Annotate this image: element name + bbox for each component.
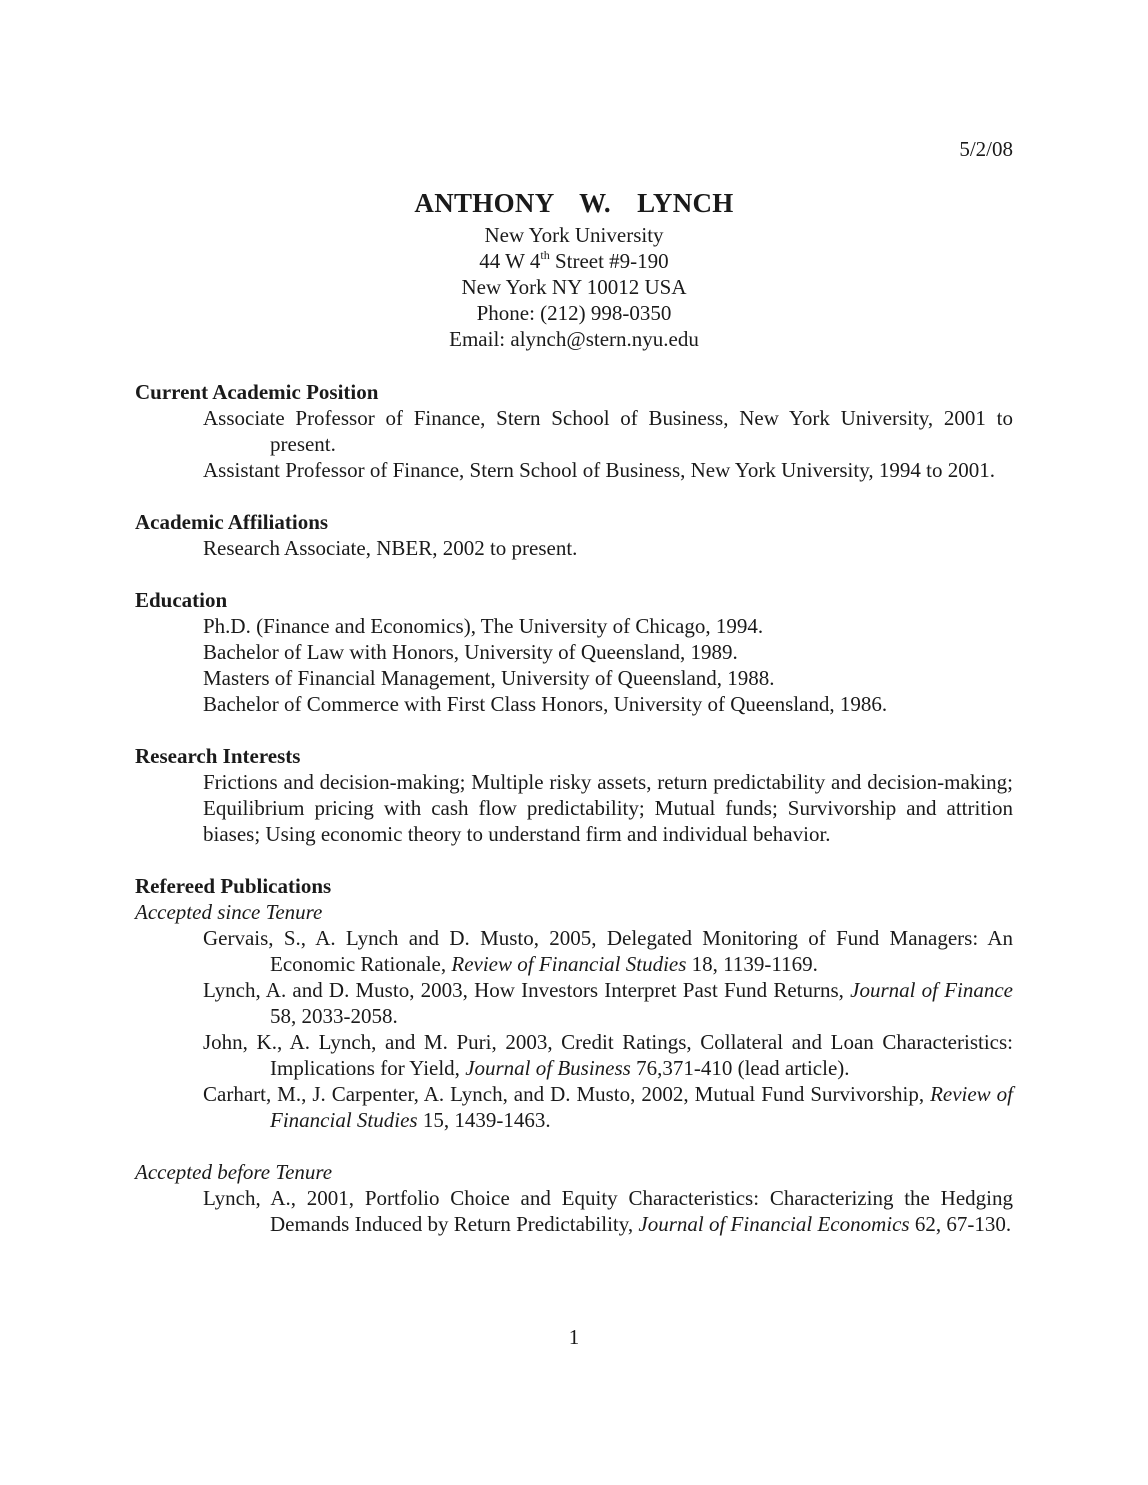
publication-volume: 18, 1139-1169.: [686, 952, 818, 976]
publication-entry: [203, 1029, 1013, 1081]
email-line: Email: alynch@stern.nyu.edu: [449, 327, 699, 351]
section-title: Academic Affiliations: [135, 510, 329, 534]
address-street: Street #9-190: [549, 249, 669, 273]
section-title: Current Academic Position: [135, 380, 379, 404]
education-entry: Bachelor of Commerce with First Class Honors, University of Queensland, 1986.: [203, 692, 888, 716]
journal-title: Review of Financial Studies: [451, 952, 687, 976]
page-number: 1: [568, 1325, 580, 1349]
journal-title: Journal of Business: [465, 1056, 631, 1080]
section-education: [135, 587, 1013, 717]
cv-body: [135, 379, 1013, 1237]
publication-volume: 62, 67-130.: [909, 1212, 1012, 1236]
document-date: 5/2/08: [959, 137, 1013, 161]
publication-citation: Lynch, A. and D. Musto, 2003, How Investors Interpret Past Fund Returns,: [203, 978, 851, 1002]
journal-title: Journal of Finance: [850, 978, 1013, 1002]
street-address: [0, 248, 1148, 274]
section-current-position: [135, 379, 1013, 483]
publication-citation: Carhart, M., J. Carpenter, A. Lynch, and D. Musto, 2002, Mutual Fund Survivorship,: [203, 1082, 931, 1106]
journal-title: Journal of Financial Economics: [638, 1212, 910, 1236]
education-entry: Masters of Financial Management, University of Queensland, 1988.: [203, 666, 775, 690]
person-name: ANTHONY W. LYNCH: [414, 188, 734, 218]
subsection-title: Accepted since Tenure: [135, 900, 323, 924]
publication-volume: 58, 2033-2058.: [270, 1004, 398, 1028]
research-interests-text: Frictions and decision-making; Multiple risky assets, return predictability and decision-making; Equilibrium pricing with cash flow predictability; Mutual funds; Survivorship and attrition biases; Using economic theory to understand firm and individual behavior.: [203, 770, 1013, 846]
institution: New York University: [484, 223, 664, 247]
publication-entry: [203, 1081, 1013, 1133]
publication-volume: 76,371-410 (lead article).: [630, 1056, 850, 1080]
ordinal-suffix: th: [540, 248, 550, 262]
publication-citation: Gervais, S., A. Lynch and D. Musto, 2005, Delegated Monitoring of Fund Managers: An Economic Rationale,: [203, 926, 1013, 976]
position-entry: Associate Professor of Finance, Stern School of Business, New York University, 2001 to present.: [203, 406, 1013, 456]
section-publications: [135, 873, 1013, 1237]
section-title: Education: [135, 588, 228, 612]
position-entry: Assistant Professor of Finance, Stern School of Business, New York University, 1994 to 2001.: [203, 458, 995, 482]
section-title: Refereed Publications: [135, 874, 332, 898]
subsection-title: Accepted before Tenure: [135, 1160, 333, 1184]
affiliation-entry: Research Associate, NBER, 2002 to present.: [203, 536, 578, 560]
education-entry: Bachelor of Law with Honors, University of Queensland, 1989.: [203, 640, 738, 664]
publication-citation: Lynch, A., 2001, Portfolio Choice and Equity Characteristics: Characterizing the Hedging Demands Induced by Return Predictability,: [203, 1186, 1013, 1236]
publication-citation: John, K., A. Lynch, and M. Puri, 2003, Credit Ratings, Collateral and Loan Characteristics: Implications for Yield,: [203, 1030, 1013, 1080]
section-affiliations: [135, 509, 1013, 561]
publication-entry: [203, 977, 1013, 1029]
section-title: Research Interests: [135, 744, 301, 768]
publication-volume: 15, 1439-1463.: [417, 1108, 551, 1132]
city-line: New York NY 10012 USA: [461, 275, 687, 299]
education-entry: Ph.D. (Finance and Economics), The University of Chicago, 1994.: [203, 614, 764, 638]
journal-title: Review of Financial Studies: [270, 1082, 1013, 1132]
publication-entry: [203, 1185, 1013, 1237]
address-number: 44 W 4: [479, 249, 541, 273]
section-research-interests: [135, 743, 1013, 847]
contact-header: [0, 186, 1148, 352]
phone-line: Phone: (212) 998-0350: [476, 301, 672, 325]
publication-entry: [203, 925, 1013, 977]
